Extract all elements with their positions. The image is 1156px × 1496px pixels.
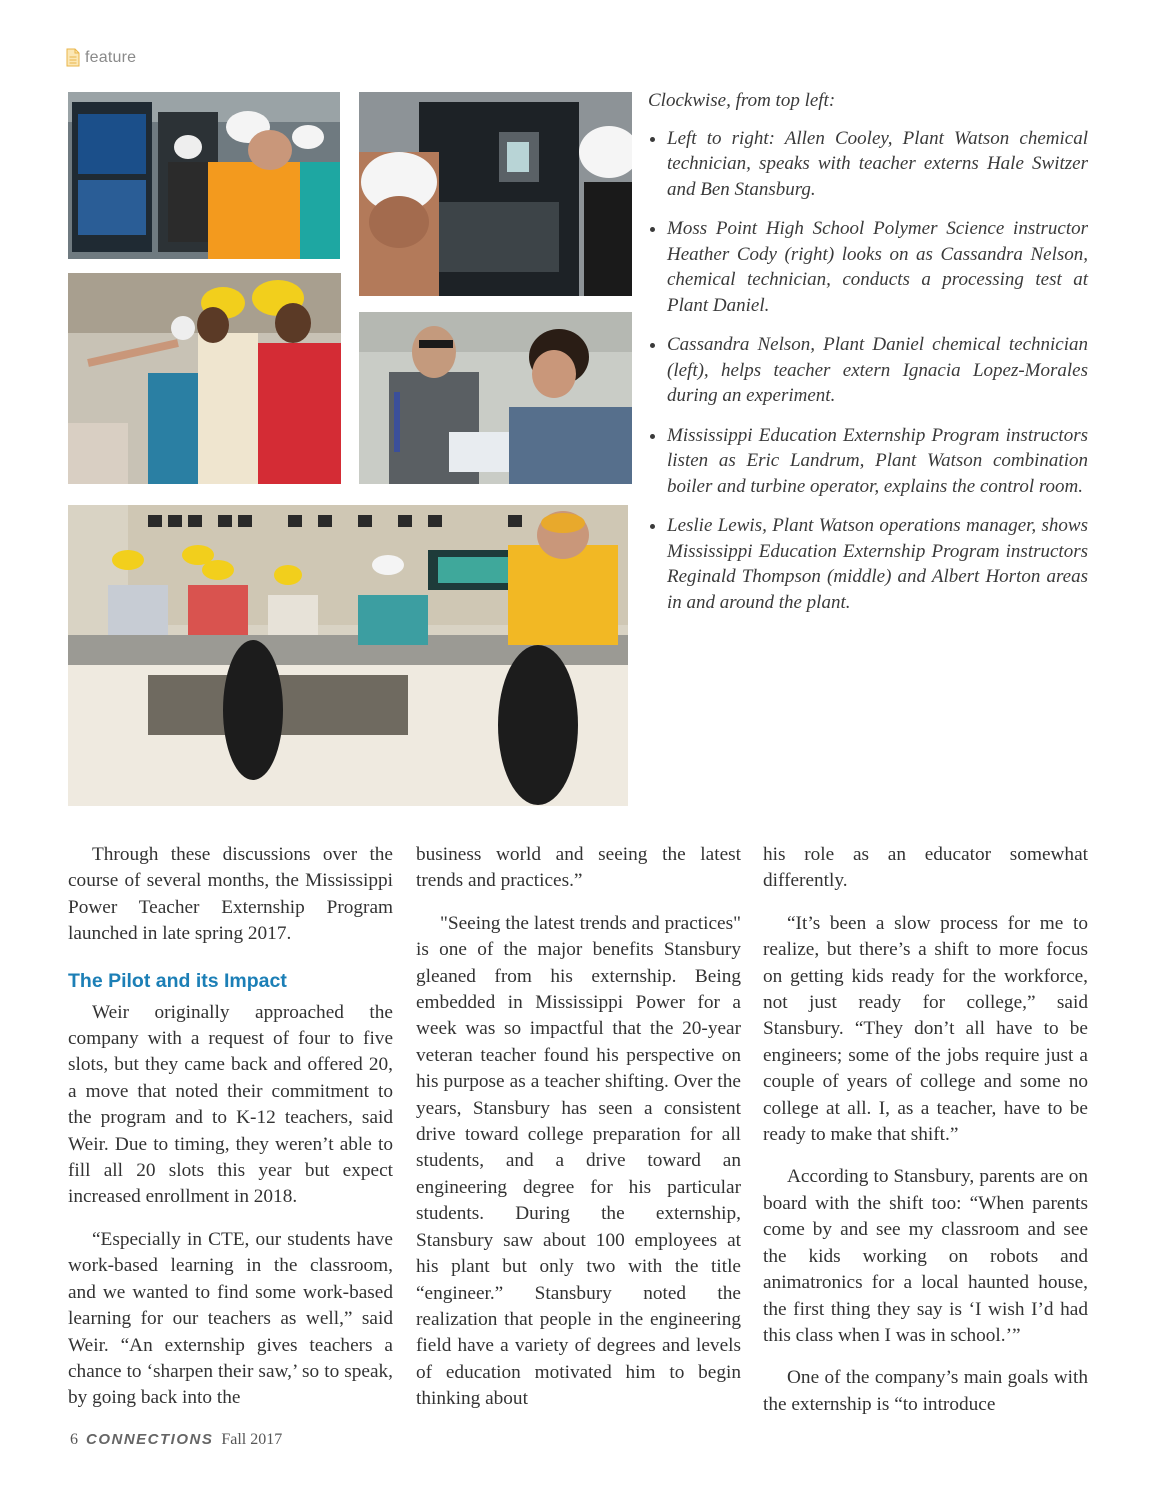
paragraph: business world and seeing the latest trends and practices.”: [416, 844, 741, 892]
article-column-3: [763, 842, 1088, 1434]
captions-list: [648, 126, 1088, 616]
paragraph: “Especially in CTE, our students have work-based learning in the classroom, and we wanted to find some work-based learning for our teachers as well,” said Weir. “An externship gives teachers a chance to ‘sharpen their saw,’ so to speak, by going back into the: [68, 1228, 393, 1409]
paragraph: Weir originally approached the company with a request of four to five slots, but they came back and offered 20, a move that noted their commitment to the program and to K-12 teachers, said Weir. Due to timing, they weren’t able to fill all 20 slots this year but expect increased enrollment in 2018.: [68, 1001, 393, 1208]
photo-control-panel-technicians: [68, 92, 340, 259]
page-footer: [70, 1431, 282, 1449]
section-heading: The Pilot and its Impact: [68, 969, 287, 992]
photo-control-room: [68, 505, 628, 806]
section-header: [66, 48, 136, 67]
paragraph: his role as an educator somewhat differently.: [763, 844, 1088, 892]
photo-captions: [648, 88, 1088, 629]
paragraph: Through these discussions over the course of several months, the Mississippi Power Teacher Externship Program launched in late spring 2017.: [68, 844, 393, 945]
caption-item: • Leslie Lewis, Plant Watson operations manager, shows Mississippi Education Externship Program instructors Reginald Thompson (middle) and Albert Horton areas in and around the plant.: [667, 513, 1088, 615]
article-column-1: [68, 842, 393, 1428]
photo-plant-tour: [68, 273, 341, 484]
caption-item: • Mississippi Education Externship Program instructors listen as Eric Landrum, Plant Watson combination boiler and turbine operator, explains the control room.: [667, 423, 1088, 500]
page-number: 6: [70, 1431, 78, 1448]
photo-processing-test: [359, 92, 632, 296]
caption-item: • Moss Point High School Polymer Science instructor Heather Cody (right) looks on as Cassandra Nelson, chemical technician, conducts a processing test at Plant Daniel.: [667, 216, 1088, 318]
paragraph: “It’s been a slow process for me to realize, but there’s a shift to more focus on getting kids ready for the workforce, not just ready for college,” said Stansbury. “They don’t all have to be engineers; some of the jobs require just a couple of years of college and some no college at all. I, as a teacher, have to be ready to make that shift.”: [763, 912, 1088, 1146]
caption-item: • Cassandra Nelson, Plant Daniel chemical technician (left), helps teacher extern Ignacia Lopez-Morales during an experiment.: [667, 332, 1088, 409]
issue-date: Fall 2017: [221, 1431, 283, 1448]
article-column-2: [416, 842, 741, 1429]
document-icon: [66, 48, 80, 67]
captions-intro: Clockwise, from top left:: [648, 90, 836, 111]
magazine-name: CONNECTIONS: [86, 1431, 214, 1448]
paragraph: According to Stansbury, parents are on board with the shift too: “When parents come by and see my classroom and see the kids working on robots and animatronics for a local haunted house, the first thing they say is ‘I wish I’d had this class when I was in school.’”: [763, 1166, 1088, 1346]
photo-experiment: [359, 312, 632, 484]
caption-item: • Left to right: Allen Cooley, Plant Watson chemical technician, speaks with teacher externs Hale Switzer and Ben Stansburg.: [667, 126, 1088, 203]
paragraph: "Seeing the latest trends and practices" is one of the major benefits Stansbury gleaned from his externship. Being embedded in Mississippi Power for a week was so impactful that the 20-year veteran teacher found his perspective on his purpose as a teacher shifting. Over the years, Stansbury has seen a consistent drive toward college preparation for all students, and a drive toward an engineering degree for his particular students. During the externship, Stansbury saw about 100 employees at his plant but only two with the title “engineer.” Stansbury noted the realization that people in the engineering field have a variety of degrees and levels of education motivated him to begin thinking about: [416, 912, 741, 1410]
section-label: feature: [85, 48, 137, 66]
paragraph: One of the company’s main goals with the externship is “to introduce: [763, 1367, 1088, 1415]
